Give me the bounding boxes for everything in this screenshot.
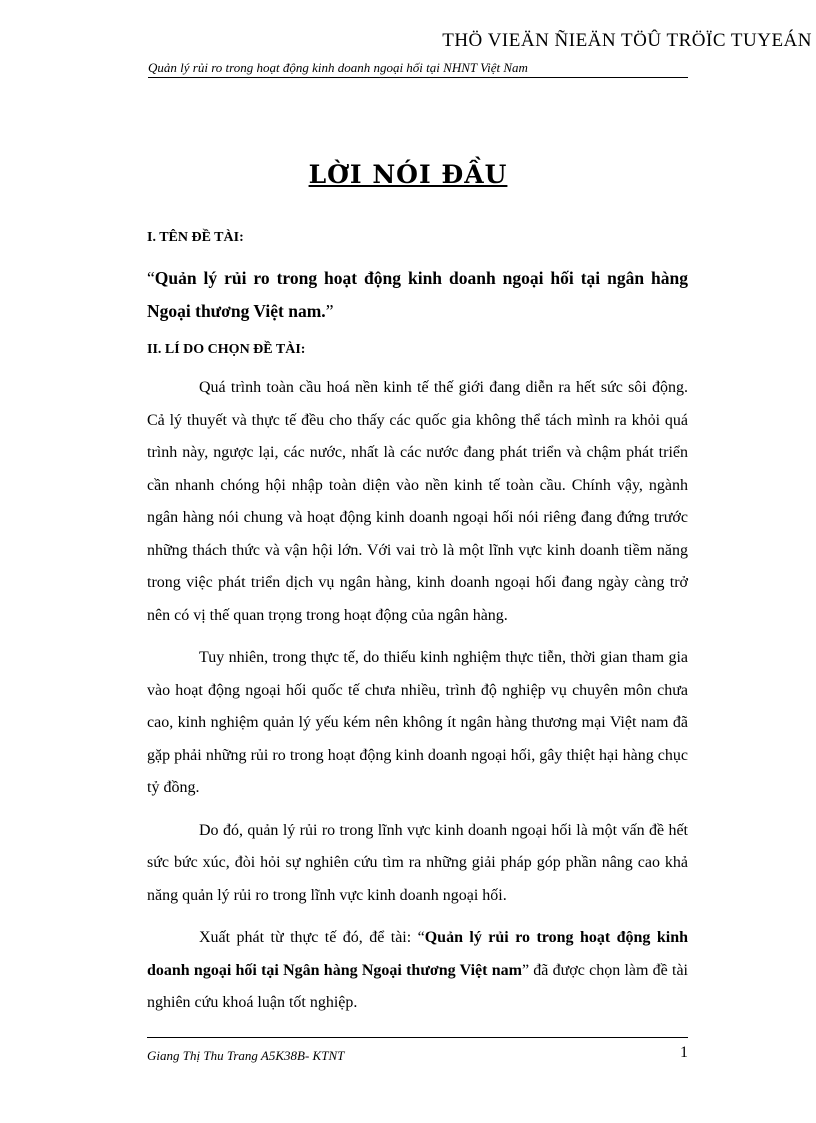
paragraph-3: Do đó, quản lý rủi ro trong lĩnh vực kinh doanh ngoại hối là một vấn đề hết sức bức xúc, đòi hỏi sự nghiên cứu tìm ra những giải pháp góp phần nâng cao khả năng quản lý rủi ro trong lĩnh vực kinh doanh ngoại hối. [147,821,688,904]
paragraph-4-bold: Quản lý rủi ro trong hoạt động kinh doanh ngoại hối tại Ngân hàng Ngoại thương Việt nam [147,929,688,979]
paragraph-4 [147,922,688,1020]
running-header: Quản lý rủi ro trong hoạt động kinh doanh ngoại hối tại NHNT Việt Nam [148,60,688,78]
page-footer [147,1037,688,1063]
close-quote: ” [325,301,334,321]
document-body [147,230,688,1030]
section-heading-topic: I. TÊN ĐỀ TÀI: [147,230,244,245]
paragraph-4-start: Xuất phát từ thực tế đó, để tài: “ [199,929,425,946]
footer-author: Giang Thị Thu Trang A5K38B- KTNT [147,1048,345,1063]
open-quote: “ [147,268,155,288]
paragraph-4-end: ” đã được chọn làm đề tài nghiên cứu khoá luận tốt nghiệp. [147,961,689,1011]
section-heading-reason: II. LÍ DO CHỌN ĐỀ TÀI: [147,342,306,357]
topic-title [147,262,688,328]
paragraph-2: Tuy nhiên, trong thực tế, do thiếu kinh nghiệm thực tiễn, thời gian tham gia vào hoạt động ngoại hối quốc tế chưa nhiều, trình độ nghiệp vụ chuyên môn chưa cao, kinh nghiệm quản lý yếu kém nên không ít ngân hàng thương mại Việt nam đã gặp phải những rủi ro trong hoạt động kinh doanh ngoại hối, gây thiệt hại hàng chục tỷ đồng. [147,649,688,796]
page-number: 1 [680,1044,688,1061]
topic-text: Quản lý rủi ro trong hoạt động kinh doanh ngoại hối tại ngân hàng Ngoại thương Việt nam. [147,268,688,321]
watermark-text: THÖ VIEÄN ÑIEÄN TÖÛ TRÖÏC TUYEÁN [442,30,812,51]
paragraph-1: Quá trình toàn cầu hoá nền kinh tế thế giới đang diễn ra hết sức sôi động. Cả lý thuyết và thực tế đều cho thấy các quốc gia không thể tách mình ra khỏi quá trình này, ngược lại, các nước, nhất là các nước đang phát triển và chậm phát triển cần nhanh chóng hội nhập toàn diện vào nền kinh tế toàn cầu. Chính vậy, ngành ngân hàng nói chung và hoạt động kinh doanh ngoại hối nói riêng đang đứng trước những thách thức và vận hội lớn. Với vai trò là một lĩnh vực kinh doanh tiềm năng trong việc phát triển dịch vụ ngân hàng, kinh doanh ngoại hối đang ngày càng trở nên có vị thế quan trọng trong hoạt động của ngân hàng. [147,379,688,624]
page-title: LỜI NÓI ĐẦU [308,160,508,189]
